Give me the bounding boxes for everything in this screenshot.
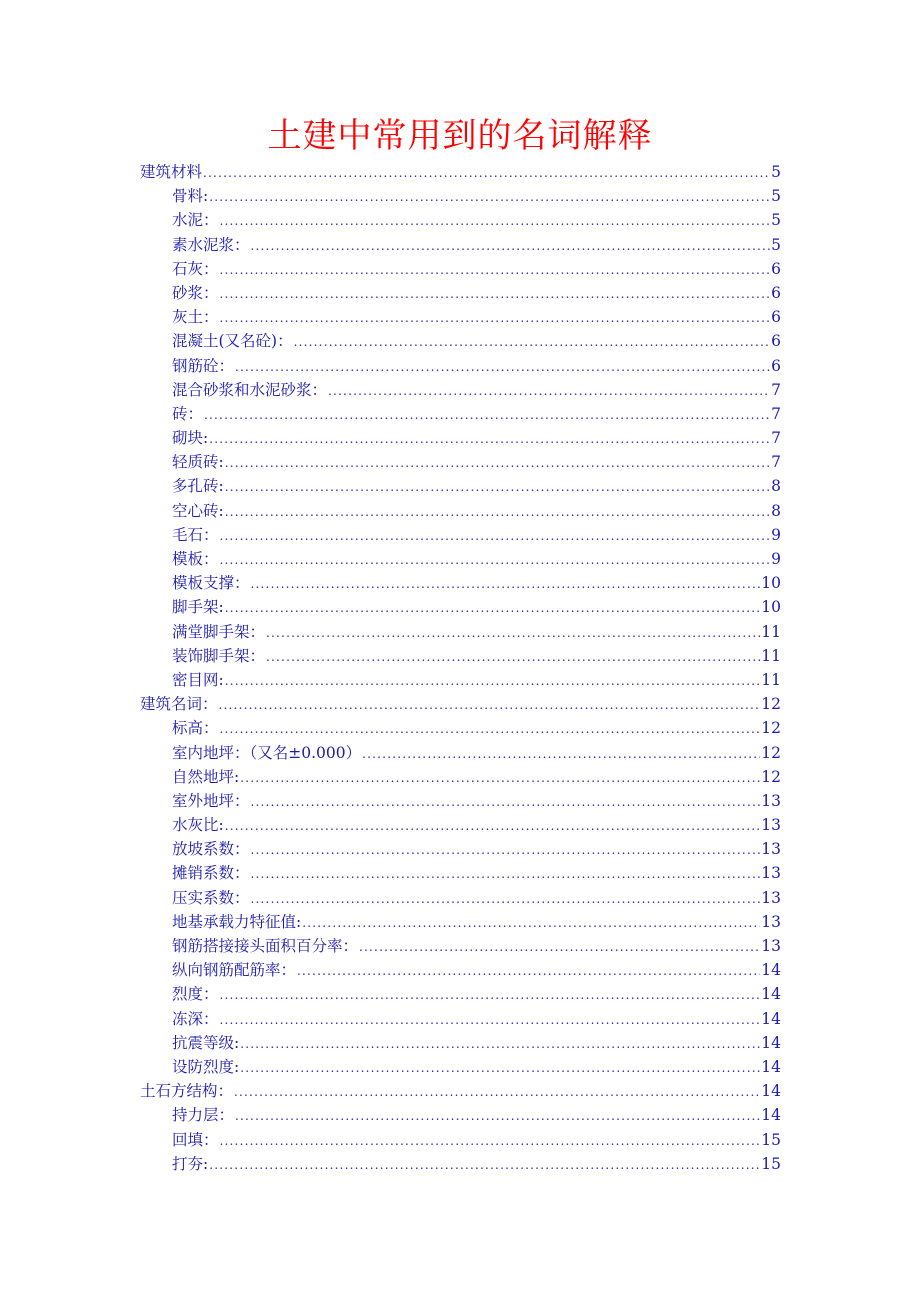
toc-dot-leader (251, 838, 761, 862)
toc-entry[interactable] (140, 668, 781, 692)
toc-page-number: 14 (761, 1009, 781, 1028)
toc-entry[interactable] (140, 813, 781, 837)
toc-page-number: 13 (761, 864, 781, 883)
toc-entry[interactable] (140, 281, 781, 305)
toc-section-entry[interactable] (140, 160, 781, 184)
toc-dot-leader (297, 959, 760, 983)
toc-dot-leader (235, 355, 770, 379)
toc-entry-label: 轻质砖: (172, 453, 224, 472)
toc-entry-label: 抗震等级: (172, 1033, 240, 1052)
toc-page-number: 7 (771, 453, 781, 472)
toc-entry[interactable] (140, 789, 781, 813)
toc-entry[interactable] (140, 620, 781, 644)
toc-dot-leader (209, 427, 770, 451)
toc-dot-leader (220, 717, 761, 741)
toc-entry-label: 标高： (172, 719, 219, 738)
toc-entry-label: 钢筋搭接接头面积百分率： (172, 937, 359, 955)
toc-section-entry[interactable] (140, 692, 781, 716)
toc-entry[interactable] (140, 1007, 781, 1031)
toc-dot-leader (294, 330, 771, 354)
toc-page-number: 14 (761, 1106, 781, 1125)
toc-entry-label: 石灰： (172, 259, 219, 278)
toc-dot-leader (251, 790, 761, 814)
toc-entry[interactable] (140, 378, 781, 402)
toc-entry[interactable] (140, 934, 781, 958)
toc-page-number: 13 (761, 888, 781, 907)
toc-entry[interactable] (140, 1031, 781, 1055)
toc-dot-leader (220, 548, 771, 572)
toc-entry[interactable] (140, 450, 781, 474)
toc-page-number: 14 (761, 1082, 781, 1101)
toc-entry[interactable] (140, 474, 781, 498)
toc-page-number: 13 (761, 937, 781, 955)
toc-entry-label: 脚手架: (172, 598, 224, 617)
toc-entry-label: 打夯: (172, 1154, 209, 1173)
toc-page-number: 10 (761, 574, 781, 593)
toc-page-number: 13 (761, 840, 781, 859)
toc-entry[interactable] (140, 233, 781, 257)
toc-entry[interactable] (140, 837, 781, 861)
toc-page-number: 6 (771, 332, 781, 351)
toc-entry[interactable] (140, 329, 781, 353)
toc-page-number: 8 (771, 501, 781, 520)
toc-entry[interactable] (140, 595, 781, 619)
toc-entry-label: 回填： (172, 1130, 219, 1149)
toc-dot-leader (359, 935, 760, 959)
toc-page-number: 14 (761, 1057, 781, 1076)
table-of-contents (140, 160, 781, 1176)
toc-dot-leader (220, 1129, 761, 1153)
toc-entry-label: 设防烈度: (172, 1057, 240, 1076)
toc-entry[interactable] (140, 305, 781, 329)
toc-entry[interactable] (140, 257, 781, 281)
toc-page-number: 12 (761, 743, 781, 762)
toc-entry[interactable] (140, 910, 781, 934)
toc-dot-leader (235, 1104, 760, 1128)
toc-entry[interactable] (140, 1152, 781, 1176)
toc-dot-leader (203, 161, 770, 185)
toc-entry-label: 钢筋砼： (172, 356, 235, 375)
toc-dot-leader (251, 887, 761, 911)
toc-entry[interactable] (140, 402, 781, 426)
toc-page-number: 5 (771, 187, 781, 206)
toc-entry-label: 毛石： (172, 525, 219, 544)
toc-entry-label: 室外地坪： (172, 791, 250, 810)
toc-entry-label: 冻深： (172, 1009, 219, 1028)
toc-section-entry[interactable] (140, 1079, 781, 1103)
toc-entry[interactable] (140, 1128, 781, 1152)
toc-entry-label: 摊销系数： (172, 864, 250, 883)
toc-page-number: 5 (771, 163, 781, 181)
toc-dot-leader (240, 766, 760, 790)
toc-page-number: 14 (761, 1033, 781, 1052)
toc-entry-label: 砖： (172, 404, 204, 423)
toc-entry-label: 满堂脚手架： (172, 622, 266, 641)
toc-entry-label: 地基承载力特征值: (172, 912, 302, 931)
toc-entry[interactable] (140, 571, 781, 595)
toc-dot-leader (240, 1056, 760, 1080)
toc-page-number: 12 (761, 695, 781, 714)
toc-entry-label: 素水泥浆： (172, 235, 250, 254)
toc-page-number: 5 (771, 211, 781, 230)
toc-page-number: 7 (771, 380, 781, 399)
toc-dot-leader (225, 596, 761, 620)
toc-page-number: 14 (761, 985, 781, 1004)
toc-entry-label: 土石方结构： (140, 1082, 234, 1101)
toc-entry-label: 砌块: (172, 429, 209, 448)
toc-page-number: 10 (761, 598, 781, 617)
toc-entry-label: 装饰脚手架： (172, 646, 266, 665)
toc-dot-leader (225, 500, 770, 524)
toc-entry-label: 骨料: (172, 187, 209, 206)
toc-dot-leader (251, 572, 761, 596)
toc-dot-leader (328, 379, 770, 403)
toc-dot-leader (204, 403, 770, 427)
toc-entry-label: 放坡系数： (172, 840, 250, 859)
toc-entry[interactable] (140, 208, 781, 232)
toc-dot-leader (220, 306, 771, 330)
toc-page-number: 6 (771, 259, 781, 278)
toc-entry[interactable] (140, 426, 781, 450)
toc-entry-label: 建筑材料 (140, 163, 203, 181)
toc-dot-leader (220, 983, 761, 1007)
toc-entry-label: 自然地坪: (172, 767, 240, 786)
toc-page-number: 13 (761, 791, 781, 810)
toc-page-number: 11 (761, 646, 781, 665)
toc-entry[interactable] (140, 886, 781, 910)
toc-dot-leader (225, 814, 761, 838)
toc-page-number: 13 (761, 912, 781, 931)
toc-entry-label: 密目网: (172, 670, 224, 689)
toc-entry-label: 多孔砖: (172, 477, 224, 496)
toc-entry[interactable] (140, 523, 781, 547)
toc-entry-label: 水灰比: (172, 816, 224, 835)
toc-entry-label: 混凝土(又名砼)： (172, 332, 293, 351)
toc-entry-label: 灰土： (172, 308, 219, 327)
toc-entry[interactable] (140, 547, 781, 571)
toc-page-number: 9 (771, 550, 781, 568)
toc-entry-label: 砂浆： (172, 283, 219, 302)
toc-dot-leader (225, 475, 770, 499)
toc-dot-leader (266, 621, 760, 645)
toc-dot-leader (220, 209, 771, 233)
toc-page-number: 14 (761, 961, 781, 980)
toc-entry[interactable] (140, 716, 781, 740)
toc-page-number: 6 (771, 308, 781, 327)
toc-entry-label: 水泥： (172, 211, 219, 230)
toc-page-number: 11 (761, 670, 781, 689)
toc-entry-label: 室内地坪：（又名±0.000） (172, 743, 362, 762)
toc-dot-leader (225, 451, 770, 475)
toc-entry-label: 建筑名词： (140, 695, 218, 714)
page-title: 土建中常用到的名词解释 (267, 116, 653, 156)
toc-dot-leader (234, 1080, 760, 1104)
toc-dot-leader (251, 234, 771, 258)
toc-entry[interactable] (140, 861, 781, 885)
toc-page-number: 6 (771, 356, 781, 375)
toc-page-number: 7 (771, 429, 781, 448)
toc-dot-leader (240, 1032, 760, 1056)
toc-entry[interactable] (140, 1103, 781, 1127)
toc-dot-leader (220, 258, 771, 282)
toc-dot-leader (220, 1008, 761, 1032)
toc-entry-label: 模板支撑： (172, 574, 250, 593)
toc-dot-leader (209, 1153, 760, 1177)
toc-entry-label: 混合砂浆和水泥砂浆： (172, 380, 328, 399)
toc-entry[interactable] (140, 958, 781, 982)
toc-entry-label: 压实系数： (172, 888, 250, 907)
toc-dot-leader (220, 524, 771, 548)
toc-entry[interactable] (140, 741, 781, 765)
toc-dot-leader (225, 669, 761, 693)
toc-entry-label: 烈度： (172, 985, 219, 1004)
toc-page-number: 7 (771, 404, 781, 423)
toc-entry[interactable] (140, 982, 781, 1006)
toc-entry[interactable] (140, 184, 781, 208)
toc-entry[interactable] (140, 1055, 781, 1079)
toc-page-number: 12 (761, 719, 781, 738)
toc-page-number: 5 (771, 235, 781, 254)
toc-entry[interactable] (140, 644, 781, 668)
toc-dot-leader (251, 862, 761, 886)
toc-entry-label: 纵向钢筋配筋率： (172, 961, 297, 980)
toc-page-number: 8 (771, 477, 781, 496)
toc-entry-label: 持力层： (172, 1106, 235, 1125)
toc-page-number: 12 (761, 767, 781, 786)
toc-dot-leader (219, 693, 761, 717)
toc-page-number: 13 (761, 816, 781, 835)
toc-dot-leader (220, 282, 771, 306)
toc-dot-leader (302, 911, 760, 935)
toc-dot-leader (362, 742, 760, 766)
toc-entry[interactable] (140, 354, 781, 378)
toc-entry[interactable] (140, 499, 781, 523)
toc-page-number: 11 (761, 622, 781, 641)
toc-page-number: 15 (761, 1154, 781, 1173)
toc-dot-leader (209, 185, 770, 209)
toc-dot-leader (266, 645, 760, 669)
toc-entry-label: 模板： (172, 550, 219, 568)
toc-entry[interactable] (140, 765, 781, 789)
toc-page-number: 15 (761, 1130, 781, 1149)
toc-entry-label: 空心砖: (172, 501, 224, 520)
toc-page-number: 6 (771, 283, 781, 302)
toc-page-number: 9 (771, 525, 781, 544)
